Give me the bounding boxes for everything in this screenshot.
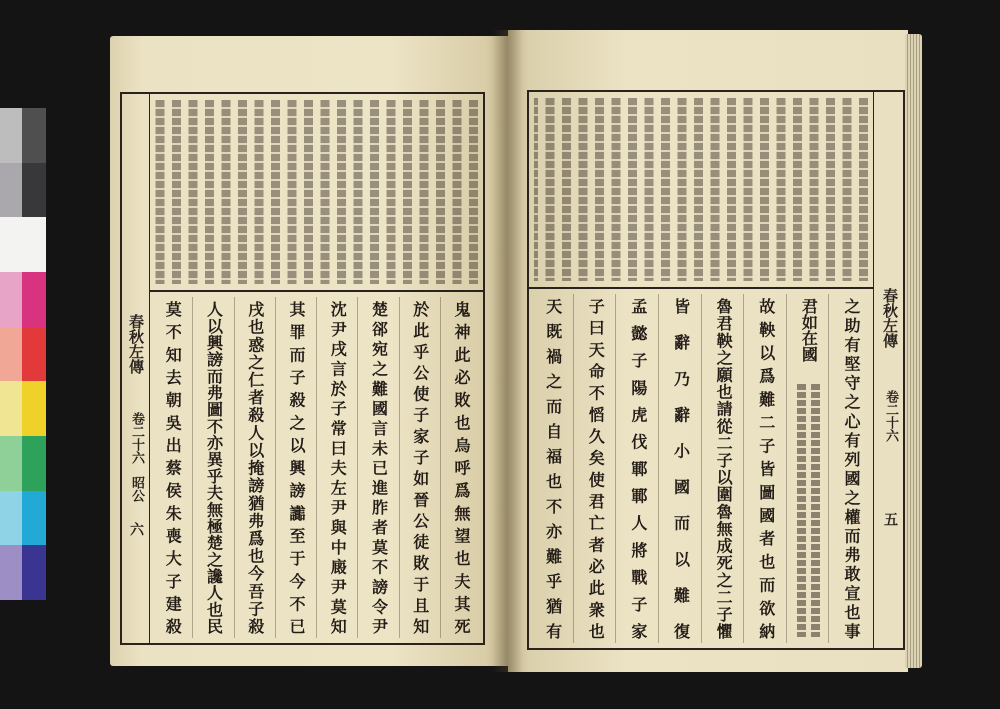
text-column: 故鞅以爲難二子皆圖國者也而欲納 bbox=[743, 294, 786, 643]
dark-gray-swatch bbox=[22, 108, 46, 163]
dark-gray-swatch bbox=[22, 163, 46, 218]
text-column: 之助有堅守之心有列國之權而弗敢宣也事 bbox=[828, 294, 871, 643]
text-column: 魯君鞅之願也請從二子以圍魯無成死之二子懼 bbox=[701, 294, 744, 643]
magenta-swatch bbox=[22, 272, 46, 327]
text-column: 沈尹戌言於子常曰夫左尹與中廄尹莫知 bbox=[316, 297, 357, 638]
text-column: 天既禍之而自福也不亦難乎猶有 bbox=[543, 298, 563, 639]
green-swatch bbox=[22, 436, 46, 491]
left-print-frame bbox=[120, 92, 485, 645]
text-column: 於此乎公使子家子如晉公徒敗于且知 bbox=[399, 297, 440, 638]
text-column: 皆辭乃辭小國而以難復 bbox=[658, 294, 701, 643]
page-number: 六 bbox=[128, 522, 144, 536]
cyan-swatch bbox=[22, 491, 46, 546]
text-column: 楚郤宛之難國言未已進胙者莫不謗令尹 bbox=[357, 297, 398, 638]
red-swatch bbox=[22, 327, 46, 382]
book-spine bbox=[492, 30, 522, 672]
text-column bbox=[786, 294, 829, 643]
text-column: 鬼神此必敗也烏呼爲無望也夫其死 bbox=[440, 297, 481, 638]
commentary-text bbox=[155, 100, 478, 284]
section-label: 昭公 bbox=[129, 476, 144, 502]
light-cyan-swatch bbox=[0, 491, 22, 546]
main-text-block bbox=[150, 292, 483, 643]
color-calibration-strip bbox=[0, 108, 46, 600]
annotation-text bbox=[795, 384, 821, 637]
page-edges bbox=[905, 34, 922, 668]
text-column: 其罪而子殺之以興謗讟至于今不已 bbox=[275, 297, 316, 638]
white-swatch bbox=[0, 217, 22, 272]
text-column-label: 君如在國 bbox=[799, 298, 819, 362]
light-yellow-swatch bbox=[0, 381, 22, 436]
left-page-margin-column bbox=[122, 94, 150, 643]
page-number: 五 bbox=[882, 512, 898, 526]
text-column: 莫不知去朝吳出蔡侯朱喪大子建殺 bbox=[163, 301, 183, 634]
light-green-swatch bbox=[0, 436, 22, 491]
text-column: 戌也惑之仁者殺人以掩謗猶弗爲也今吾子殺 bbox=[234, 297, 275, 638]
yellow-swatch bbox=[22, 381, 46, 436]
right-page-margin-column bbox=[873, 92, 903, 648]
volume-label: 卷二十六 bbox=[883, 390, 898, 442]
commentary-block bbox=[150, 94, 483, 292]
light-magenta-swatch bbox=[0, 272, 22, 327]
text-column: 子曰天命不慆久矣使君亡者必此衆也 bbox=[573, 294, 616, 643]
book-title: 春秋左傳 bbox=[127, 314, 145, 374]
gray-swatch bbox=[0, 108, 22, 163]
right-print-frame bbox=[527, 90, 905, 650]
commentary-text bbox=[534, 98, 868, 281]
white-swatch bbox=[22, 217, 46, 272]
light-blue-swatch bbox=[0, 545, 22, 600]
text-column: 孟懿子陽虎伐鄆鄆人將戰子家 bbox=[615, 294, 658, 643]
gray-swatch bbox=[0, 163, 22, 218]
commentary-block bbox=[529, 92, 873, 289]
text-column: 人以興謗而弗圖不亦異乎夫無極楚之讒人也民 bbox=[192, 297, 233, 638]
main-text-block bbox=[529, 289, 873, 648]
volume-label: 卷二十六 bbox=[129, 412, 144, 464]
light-red-swatch bbox=[0, 327, 22, 382]
book-title: 春秋左傳 bbox=[881, 288, 899, 348]
blue-swatch bbox=[22, 545, 46, 600]
